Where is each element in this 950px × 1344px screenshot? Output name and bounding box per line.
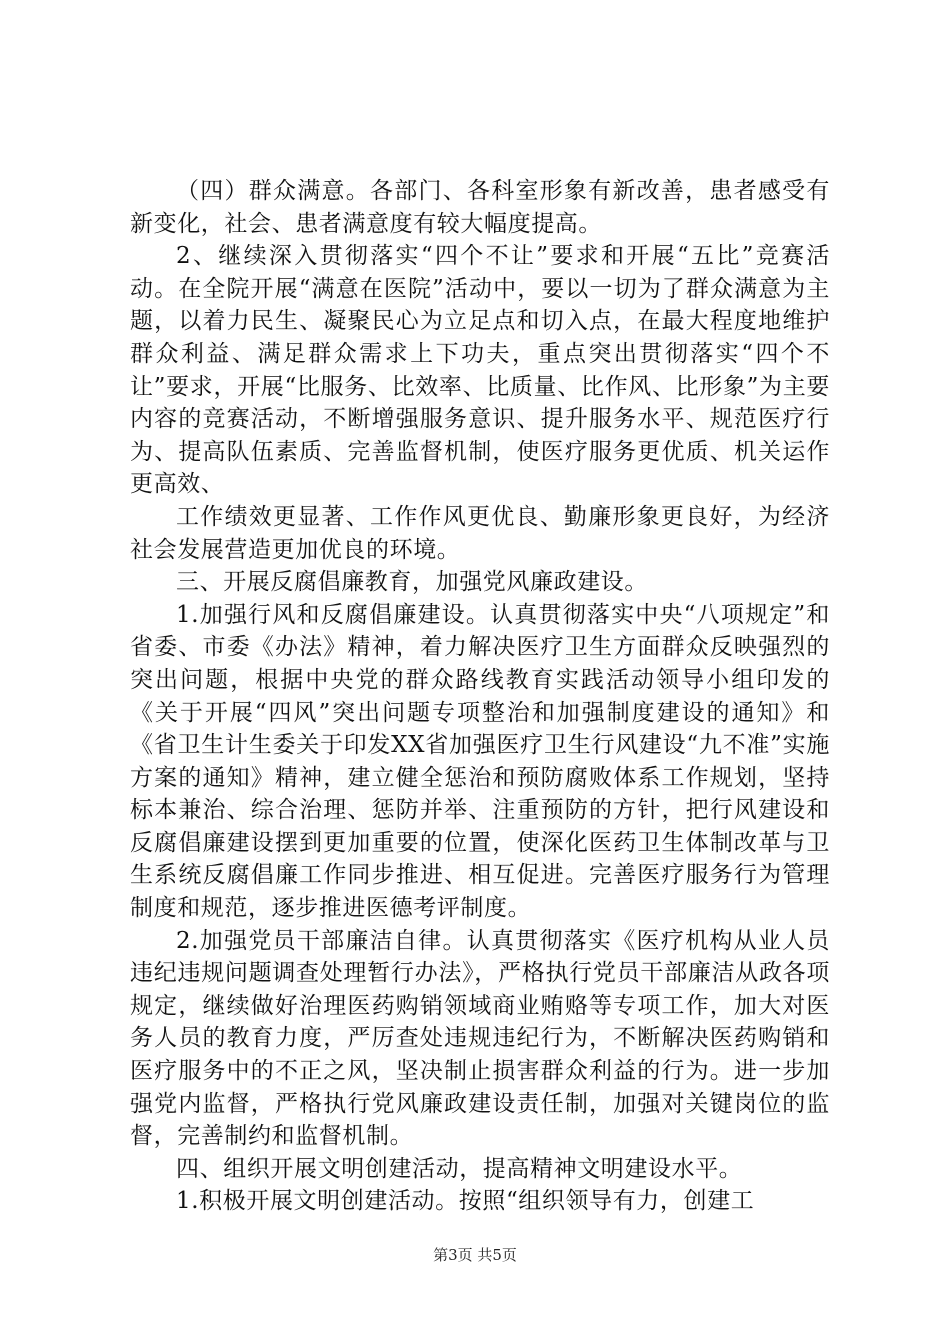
page-number-footer: 第3页 共5页 <box>433 1246 517 1264</box>
paragraph-satisfaction: （四）群众满意。各部门、各科室形象有新改善，患者感受有新变化，社会、患者满意度有较大幅度提高。 <box>130 178 830 237</box>
paragraph-civilization-activity: 1.积极开展文明创建活动。按照“组织领导有力，创建工 <box>176 1188 755 1215</box>
document-body <box>130 175 830 1218</box>
heading-civilization: 四、组织开展文明创建活动，提高精神文明建设水平。 <box>176 1155 743 1182</box>
paragraph-work-performance: 工作绩效更显著、工作作风更优良、勤廉形象更良好，为经济社会发展营造更加优良的环境。 <box>130 503 830 563</box>
paragraph-industry-style: 1.加强行风和反腐倡廉建设。认真贯彻落实中央“八项规定”和省委、市委《办法》精神，着力解决医疗卫生方面群众反映强烈的突出问题，根据中央党的群众路线教育实践活动领导小组印发的《关于开展“四风”突出问题专项整治和加强制度建设的通知》和《省卫生计生委关于印发XX省加强医疗卫生行风建设“九不准”实施方案的通知》精神，建立健全惩治和预防腐败体系工作规划，坚持标本兼治、综合治理、惩防并举、注重预防的方针，把行风建设和反腐倡廉建设摆到更加重要的位置，使深化医药卫生体制改革与卫生系统反腐倡廉工作同步推进、相互促进。完善医疗服务行为管理制度和规范，逐步推进医德考评制度。 <box>130 601 830 922</box>
paragraph-cadre-integrity: 2.加强党员干部廉洁自律。认真贯彻落实《医疗机构从业人员违纪违规问题调查处理暂行办法》，严格执行党员干部廉洁从政各项规定，继续做好治理医药购销领域商业贿赂等专项工作，加大对医务人员的教育力度，严厉查处违规违纪行为，不断解决医药购销和医疗服务中的不正之风，坚决制止损害群众利益的行为。进一步加强党内监督，严格执行党风廉政建设责任制，加强对关键岗位的监督，完善制约和监督机制。 <box>130 927 830 1150</box>
heading-anti-corruption: 三、开展反腐倡廉教育，加强党风廉政建设。 <box>176 569 648 596</box>
paragraph-four-no-five-compare: 2、继续深入贯彻落实“四个不让”要求和开展“五比”竞赛活动。在全院开展“满意在医院”活动中，要以一切为了群众满意为主题，以着力民生、凝聚民心为立足点和切入点，在最大程度地维护群众利益、满足群众需求上下功夫，重点突出贯彻落实“四个不让”要求，开展“比服务、比效率、比质量、比作风、比形象”为主要内容的竞赛活动，不断增强服务意识、提升服务水平、规范医疗行为、提高队伍素质、完善监督机制，使医疗服务更优质、机关运作更高效、 <box>130 243 830 498</box>
